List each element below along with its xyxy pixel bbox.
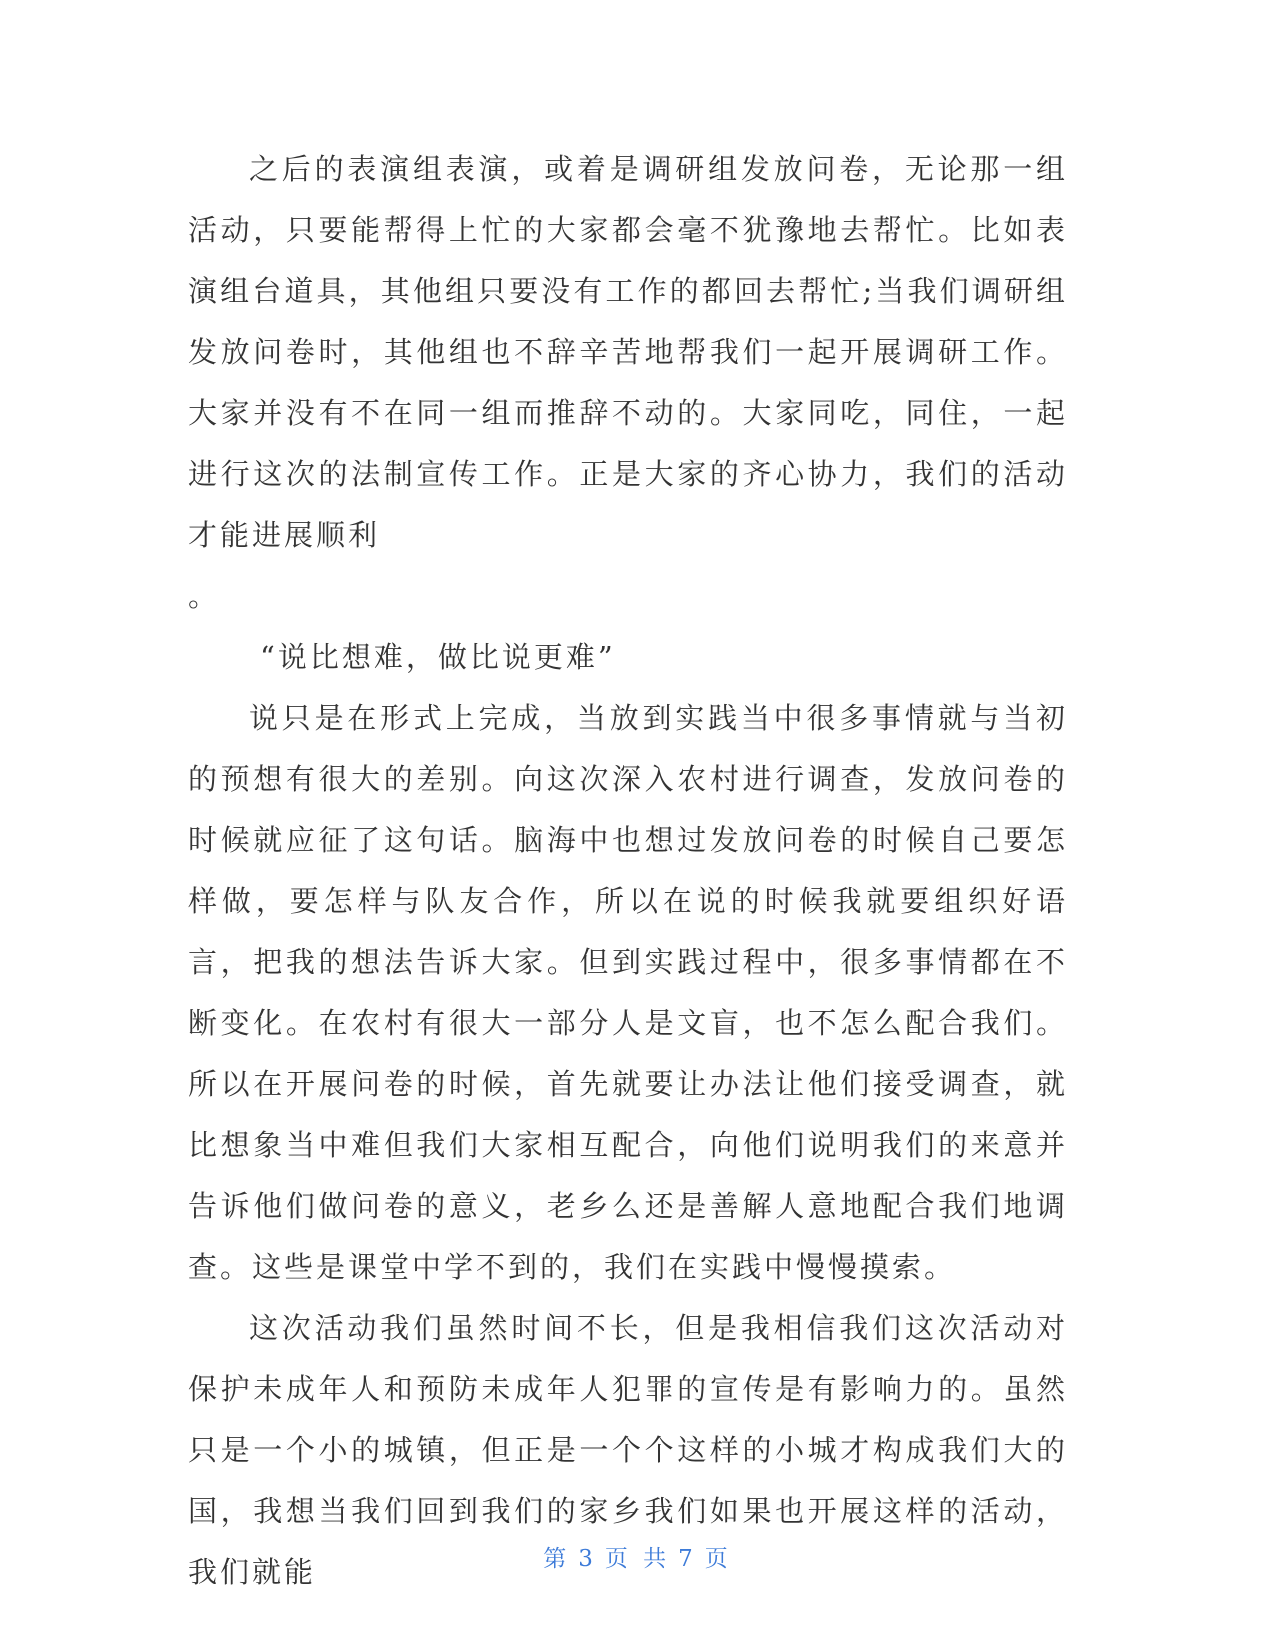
paragraph-4: 这次活动我们虽然时间不长，但是我相信我们这次活动对保护未成年人和预防未成年人犯罪的宣传是有影响力的。虽然只是一个小的城镇，但正是一个个这样的小城才构成我们大的国，我想当我们回到我们的家乡我们如果也开展这样的活动，我们就能	[188, 1311, 1068, 1589]
footer-current-page: 3	[578, 1546, 597, 1572]
page-footer	[0, 1540, 1275, 1573]
footer-prefix: 第	[543, 1546, 571, 1572]
paragraph-3: 说只是在形式上完成，当放到实践当中很多事情就与当初的预想有很大的差别。向这次深入农村进行调查，发放问卷的时候就应征了这句话。脑海中也想过发放问卷的时候自己要怎样做，要怎样与队友合作，所以在说的时候我就要组织好语言，把我的想法告诉大家。但到实践过程中，很多事情都在不断变化。在农村有很大一部分人是文盲，也不怎么配合我们。所以在开展问卷的时候，首先就要让办法让他们接受调查，就比想象当中难但我们大家相互配合，向他们说明我们的来意并告诉他们做问卷的意义，老乡么还是善解人意地配合我们地调查。这些是课堂中学不到的，我们在实践中慢慢摸索。	[188, 701, 1068, 1284]
document-body	[188, 139, 1068, 1603]
footer-suffix: 页	[704, 1546, 732, 1572]
footer-total-pages: 7	[678, 1546, 697, 1572]
footer-middle: 页 共	[604, 1546, 671, 1572]
paragraph-2: 。	[188, 579, 221, 613]
paragraph-1: 之后的表演组表演，或着是调研组发放问卷，无论那一组活动，只要能帮得上忙的大家都会毫不犹豫地去帮忙。比如表演组台道具，其他组只要没有工作的都回去帮忙;当我们调研组发放问卷时，其他组也不辞辛苦地帮我们一起开展调研工作。大家并没有不在同一组而推辞不动的。大家同吃，同住，一起进行这次的法制宣传工作。正是大家的齐心协力，我们的活动才能进展顺利	[188, 152, 1068, 552]
section-heading-quote: “说比想难，做比说更难”	[260, 640, 616, 674]
